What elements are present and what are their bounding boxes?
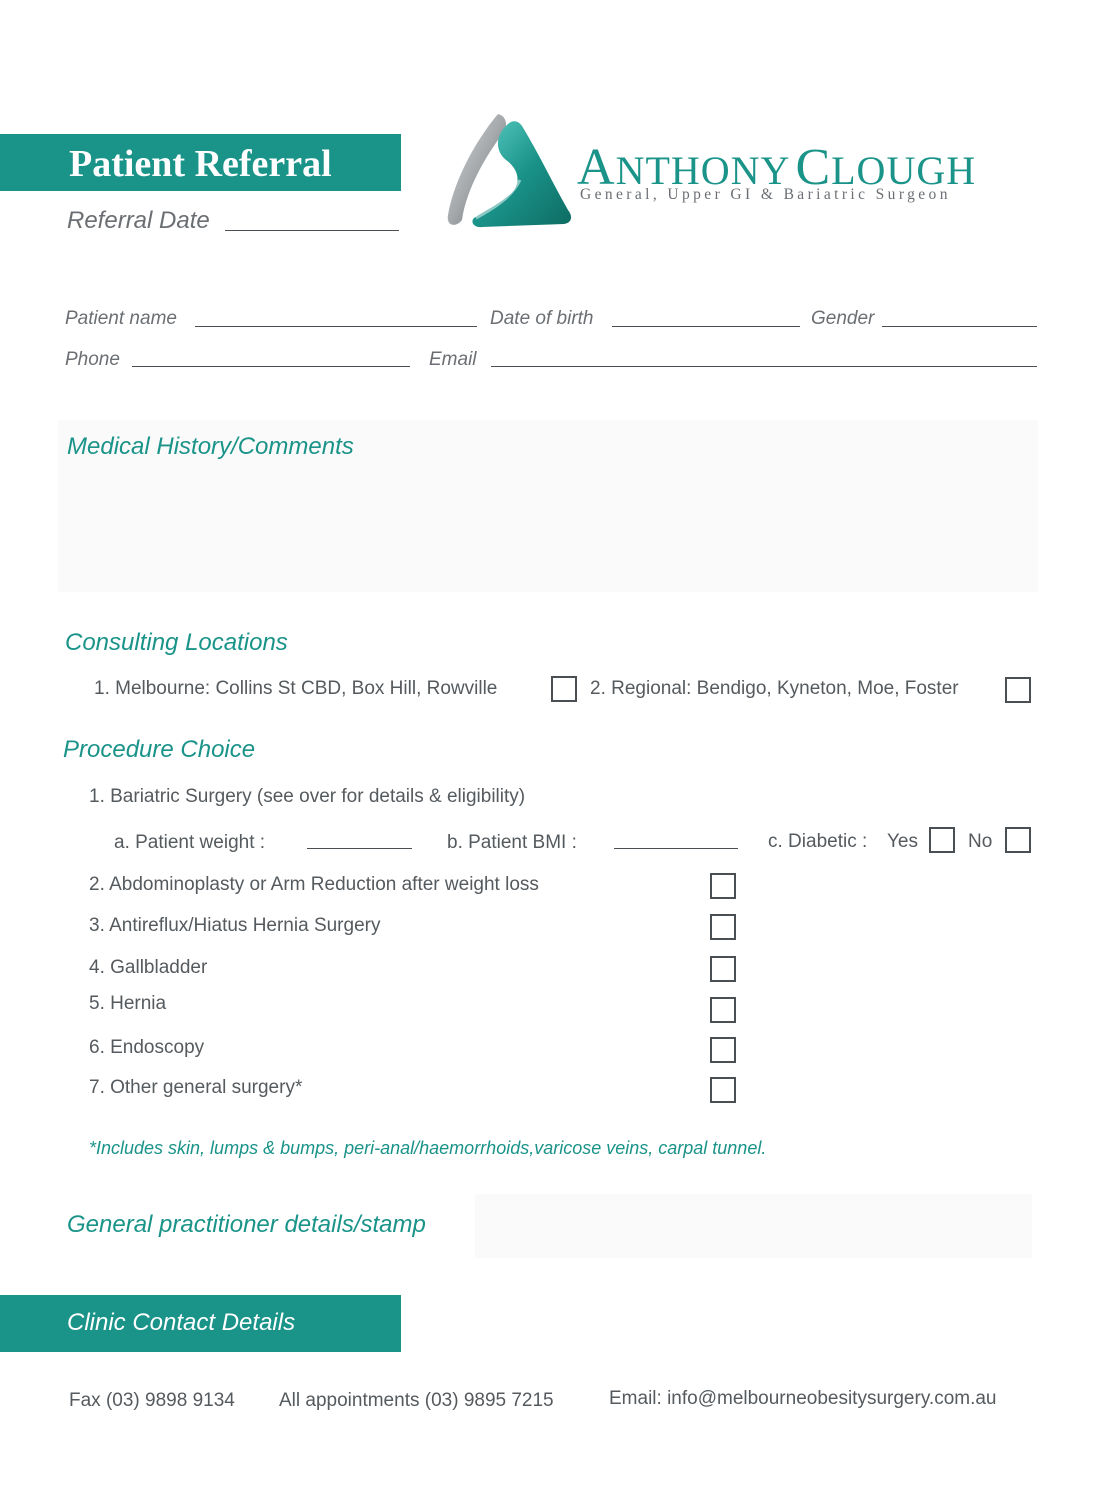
clinic-contact-title: Clinic Contact Details <box>67 1309 296 1336</box>
diabetic-no-checkbox[interactable] <box>1005 827 1031 853</box>
clinic-contact-banner <box>0 1295 401 1352</box>
bariatric-surgery-label: 1. Bariatric Surgery (see over for details & eligibility) <box>89 786 526 807</box>
phone-field[interactable] <box>132 366 410 367</box>
gender-label: Gender <box>811 308 875 329</box>
dob-field[interactable] <box>612 326 800 327</box>
logo-wordmark: ANTHONY CLOUGH <box>577 139 977 196</box>
procedure-antireflux-label: 3. Antireflux/Hiatus Hernia Surgery <box>89 915 381 936</box>
patient-bmi-label: b. Patient BMI : <box>447 832 577 853</box>
gp-stamp-box[interactable] <box>475 1194 1032 1258</box>
procedure-other-label: 7. Other general surgery* <box>89 1077 303 1098</box>
medical-history-title: Medical History/Comments <box>67 433 354 460</box>
procedure-other-checkbox[interactable] <box>710 1077 736 1103</box>
title-banner <box>0 134 401 191</box>
diabetic-label: c. Diabetic : <box>768 831 868 852</box>
consulting-locations-title: Consulting Locations <box>65 629 288 656</box>
location-regional-label: 2. Regional: Bendigo, Kyneton, Moe, Foster <box>590 678 959 699</box>
contact-email: Email: info@melbourneobesitysurgery.com.au <box>609 1388 997 1409</box>
patient-bmi-field[interactable] <box>614 848 738 849</box>
dob-label: Date of birth <box>490 308 594 329</box>
email-field[interactable] <box>491 366 1037 367</box>
patient-name-label: Patient name <box>65 308 177 329</box>
phone-label: Phone <box>65 349 120 370</box>
referral-date-field[interactable] <box>225 230 399 231</box>
procedure-endoscopy-checkbox[interactable] <box>710 1037 736 1063</box>
procedure-abdominoplasty-checkbox[interactable] <box>710 873 736 899</box>
surgeon-logo-icon <box>446 110 574 230</box>
gender-field[interactable] <box>882 326 1037 327</box>
email-label: Email <box>429 349 477 370</box>
procedure-hernia-label: 5. Hernia <box>89 993 167 1014</box>
referral-date-label: Referral Date <box>67 207 210 234</box>
procedure-footnote: *Includes skin, lumps & bumps, peri-anal/haemorrhoids,varicose veins, carpal tunnel. <box>89 1138 767 1158</box>
procedure-abdominoplasty-label: 2. Abdominoplasty or Arm Reduction after weight loss <box>89 874 539 895</box>
procedure-choice-title: Procedure Choice <box>63 736 256 763</box>
procedure-hernia-checkbox[interactable] <box>710 997 736 1023</box>
location-melbourne-checkbox[interactable] <box>551 676 577 702</box>
logo-subtitle: General, Upper GI & Bariatric Surgeon <box>580 186 951 203</box>
procedure-endoscopy-label: 6. Endoscopy <box>89 1037 205 1058</box>
location-melbourne-label: 1. Melbourne: Collins St CBD, Box Hill, Rowville <box>94 678 498 699</box>
procedure-antireflux-checkbox[interactable] <box>710 914 736 940</box>
patient-weight-label: a. Patient weight : <box>114 832 266 853</box>
contact-appointments: All appointments (03) 9895 7215 <box>279 1390 554 1411</box>
diabetic-yes-label: Yes <box>887 831 918 852</box>
procedure-gallbladder-label: 4. Gallbladder <box>89 957 208 978</box>
diabetic-yes-checkbox[interactable] <box>929 827 955 853</box>
gp-details-title: General practitioner details/stamp <box>67 1211 426 1238</box>
page-title: Patient Referral <box>69 143 332 185</box>
contact-fax: Fax (03) 9898 9134 <box>69 1390 235 1411</box>
diabetic-no-label: No <box>968 831 993 852</box>
location-regional-checkbox[interactable] <box>1005 677 1031 703</box>
patient-weight-field[interactable] <box>307 848 412 849</box>
patient-name-field[interactable] <box>195 326 477 327</box>
procedure-gallbladder-checkbox[interactable] <box>710 956 736 982</box>
